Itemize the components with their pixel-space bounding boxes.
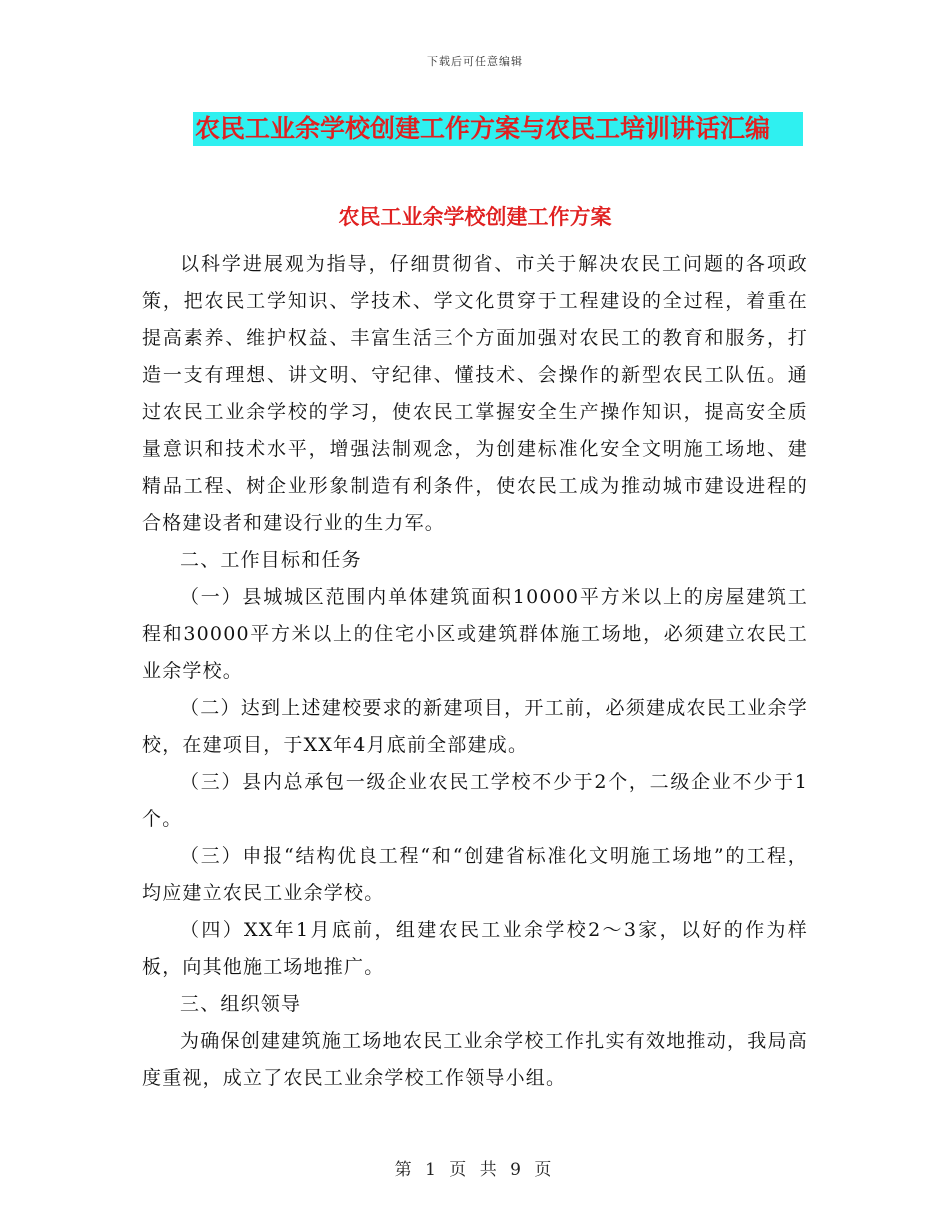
paragraph: （二）达到上述建校要求的新建项目，开工前，必须建成农民工业余学校，在建项目，于XX年4月底前全部建成。 [142,697,808,756]
paragraph: （四）XX年1月底前，组建农民工业余学校2～3家，以好的作为样板，向其他施工场地推广。 [142,919,808,978]
paragraph: 以科学进展观为指导，仔细贯彻省、市关于解决农民工问题的各项政策，把农民工学知识、学技术、学文化贯穿于工程建设的全过程，着重在提高素养、维护权益、丰富生活三个方面加强对农民工的教育和服务，打造一支有理想、讲文明、守纪律、懂技术、会操作的新型农民工队伍。通过农民工业余学校的学习，使农民工掌握安全生产操作知识，提高安全质量意识和技术水平，增强法制观念，为创建标准化安全文明施工场地、建精品工程、树企业形象制造有利条件，使农民工成为推动城市建设进程的合格建设者和建设行业的生力军。 [142,253,808,534]
page-number: 第 1 页 共 9 页 [394,1160,556,1180]
section-heading: 三、组织领导 [180,993,302,1015]
paragraph: （三）县内总承包一级企业农民工学校不少于2个，二级企业不少于1个。 [142,771,808,830]
paragraph: （一）县城城区范围内单体建筑面积10000平方米以上的房屋建筑工程和30000平方米以上的住宅小区或建筑群体施工场地，必须建立农民工业余学校。 [142,586,808,682]
main-title: 农民工业余学校创建工作方案与农民工培训讲话汇编 [193,112,803,146]
paragraph: （三）申报“结构优良工程“和“创建省标准化文明施工场地”的工程，均应建立农民工业余学校。 [142,845,808,904]
section-title: 农民工业余学校创建工作方案 [338,204,612,229]
section-heading: 二、工作目标和任务 [180,549,362,571]
header-note: 下载后可任意编辑 [427,55,523,68]
paragraph: 为确保创建建筑施工场地农民工业余学校工作扎实有效地推动，我局高度重视，成立了农民工业余学校工作领导小组。 [142,1030,808,1089]
document-body [142,246,808,1097]
